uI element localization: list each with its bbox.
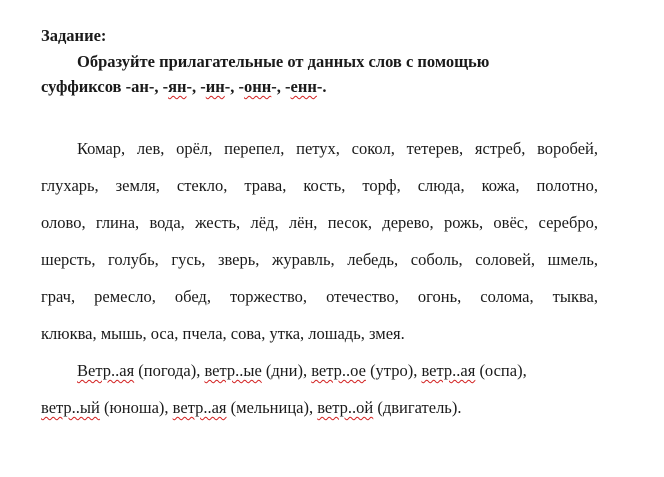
task-heading-text: Задание: (41, 26, 107, 45)
exercise-gloss: (двигатель). (373, 398, 462, 417)
suffix-sep-1: -, - (186, 77, 206, 96)
exercise-word: ветр..ые (204, 361, 262, 380)
suffix-enn: енн (290, 77, 317, 96)
task-heading (41, 26, 106, 46)
suffix-onn: онн (244, 77, 272, 96)
instruction-prefix: суффиксов -ан-, - (41, 77, 169, 96)
word-list-line-2: глухарь, земля, стекло, трава, кость, торф, слюда, кожа, полотно, (41, 176, 598, 195)
suffix-sep-3: -, - (271, 77, 291, 96)
exercise-word: Ветр..ая (77, 361, 135, 380)
exercise-word: ветр..ый (41, 398, 100, 417)
exercise-gloss: (погода), (134, 361, 205, 380)
word-list-line-3: олово, глина, вода, жесть, лёд, лён, песок, дерево, рожь, овёс, серебро, (41, 213, 598, 232)
exercise-word: ветр..ая (172, 398, 227, 417)
exercise-line-1 (77, 361, 527, 381)
instruction-end: -. (316, 77, 327, 96)
exercise-gloss: (мельница), (226, 398, 318, 417)
word-list-line-4: шерсть, голубь, гусь, зверь, журавль, лебедь, соболь, соловей, шмель, (41, 250, 598, 269)
word-list-line-6: клюква, мышь, оса, пчела, сова, утка, лошадь, змея. (41, 324, 405, 343)
exercise-gloss: (дни), (261, 361, 312, 380)
exercise-line-2 (41, 398, 461, 418)
exercise-gloss: (утро), (365, 361, 422, 380)
suffix-in: ин (205, 77, 225, 96)
instruction-line-1 (77, 52, 489, 72)
instruction-text-1: Образуйте прилагательные от данных слов с помощью (77, 52, 490, 71)
suffix-yan: ян (168, 77, 187, 96)
exercise-word: ветр..ой (317, 398, 374, 417)
exercise-gloss: (оспа), (475, 361, 527, 380)
exercise-gloss: (юноша), (99, 398, 173, 417)
word-list-line-1: Комар, лев, орёл, перепел, петух, сокол, тетерев, ястреб, воробей, (77, 139, 598, 158)
instruction-line-2 (41, 77, 327, 97)
exercise-word: ветр..ое (311, 361, 366, 380)
exercise-word: ветр..ая (421, 361, 476, 380)
word-list-line-5: грач, ремесло, обед, торжество, отечество, огонь, солома, тыква, (41, 287, 598, 306)
suffix-sep-2: -, - (224, 77, 245, 96)
